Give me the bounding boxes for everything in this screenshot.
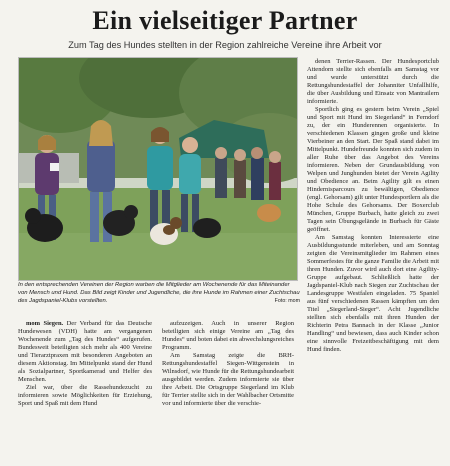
headline: Ein vielseitiger Partner <box>92 6 358 35</box>
caption-text: In den entsprechenden Vereinen der Region warben die Mitglieder am Wochenende für das Miteinander von Mensch und Hund. Das Bild zeigt Kinder und Jugendliche, die ihre Hunde im Rahmen einer Zuchtschau des Jagdspaniel-Klubs vorstellten. <box>18 282 300 305</box>
photo-caption <box>18 281 300 305</box>
paragraph: denen Terrier-Rassen. Der Hundesportclub Attendorn stellte sich ebenfalls am Samstag vor und wurde unterstützt durch die Rettungshundestaffel der Johanniter Unfallhilfe, die über Ausbildung und Einsatz von Mantrailern informierte. <box>307 58 439 105</box>
paragraph: Am Samstag konnten Interessierte eine Ausbildungsstunde miterleben, und am Sonntag zeigten die Vereinsmitglieder im Rahmen eines Sommerfestes für die ganze Familie die Arbeit mit ihren Hunden. Zuvor wird auch dort eine Agility-Gruppe aufgebaut. Schließlich hatte der Jagdspaniel-Klub nach Siegen zur Zuchtschau der Landesgruppe Westfalen eingeladen. 75 Spaniel aus fünf verschiedenen Rassen kämpften um den Titel „Siegerland-Sieger“. Acht Jugendliche stellten sich ebenfalls mit ihren Hunden der Richterin Petra Bannach in der Klasse „Junior Handling“ und bewiesen, dass auch Kinder schon eine sinnvolle Freizeitbeschäftigung mit dem Hund finden. <box>307 234 439 353</box>
article-column-1 <box>18 320 152 408</box>
subheadline: Zum Tag des Hundes stellten in der Region zahlreiche Vereine ihre Arbeit vor <box>68 40 382 50</box>
article-column-3 <box>307 58 439 354</box>
paragraph: Am Samstag zeigte die BRH-Rettungshundestaffel Siegen-Wittgenstein in Wilnsdorf, wie Hunde für die Rettungshundearbeit ausgebildet werden. Zudem informierte sie über ihre Arbeit. Die Ortsgruppe Siegerland im Klub für Terrier stellte sich in der Wahlbacher Ortsmitte vor und informierte über die verschie- <box>162 352 294 407</box>
paragraph: Ziel war, über die Rassehundezucht zu informieren sowie Möglichkeiten für Erziehung, Sport und Spaß mit dem Hund <box>18 384 152 407</box>
paragraph: aufzuzeigen. Auch in unserer Region beteiligten sich einige Vereine am „Tag des Hundes“ und boten dabei ein abwechslungsreiches Programm. <box>162 320 294 351</box>
photo-credit: Foto: mom <box>274 298 300 305</box>
article-photo <box>18 57 298 281</box>
photo-illustration <box>19 58 297 280</box>
paragraph: mom Siegen. Der Verband für das Deutsche Hundewesen (VDH) hatte am vergangenen Wochenende zum „Tag des Hundes“ aufgerufen. Bundesweit beteiligten sich mehr als 400 Vereine und Tierarztpraxen mit besonderen Angeboten an diesem Aktionstag. Im Mittelpunkt stand der Hund als Sozialpartner, Sportkamerad und Helfer des Menschen. <box>18 320 152 383</box>
article-column-2 <box>162 320 294 408</box>
paragraph: Sportlich ging es gestern beim Verein „Spiel und Sport mit Hund im Siegerland“ in Ferndorf zu, der ein Hunderennen organisierte. In verschiedenen Klassen gingen große und kleine Vierbeiner an den Start. Der Spaß stand dabei im Mittelpunkt. Hundefreunde konnten sich zudem in aller Ruhe über das Angebot des Vereins informieren. Neben der Grundausbildung von Welpen und Junghunden bietet der Verein Agility und Obedience an. Beim Agility gilt es einen Hindernisparcours zu bewältigen, Obedience (engl. Gehorsam) gilt unter Hundesportlern als die Hohe Schule des Gehorsams. Der Boxerclub München, Gruppe Burbach, hatte gleich zu zwei Tagen sein Übungsgelände in Burbach für Gäste geöffnet. <box>307 106 439 233</box>
dateline: mom Siegen. <box>26 320 64 327</box>
